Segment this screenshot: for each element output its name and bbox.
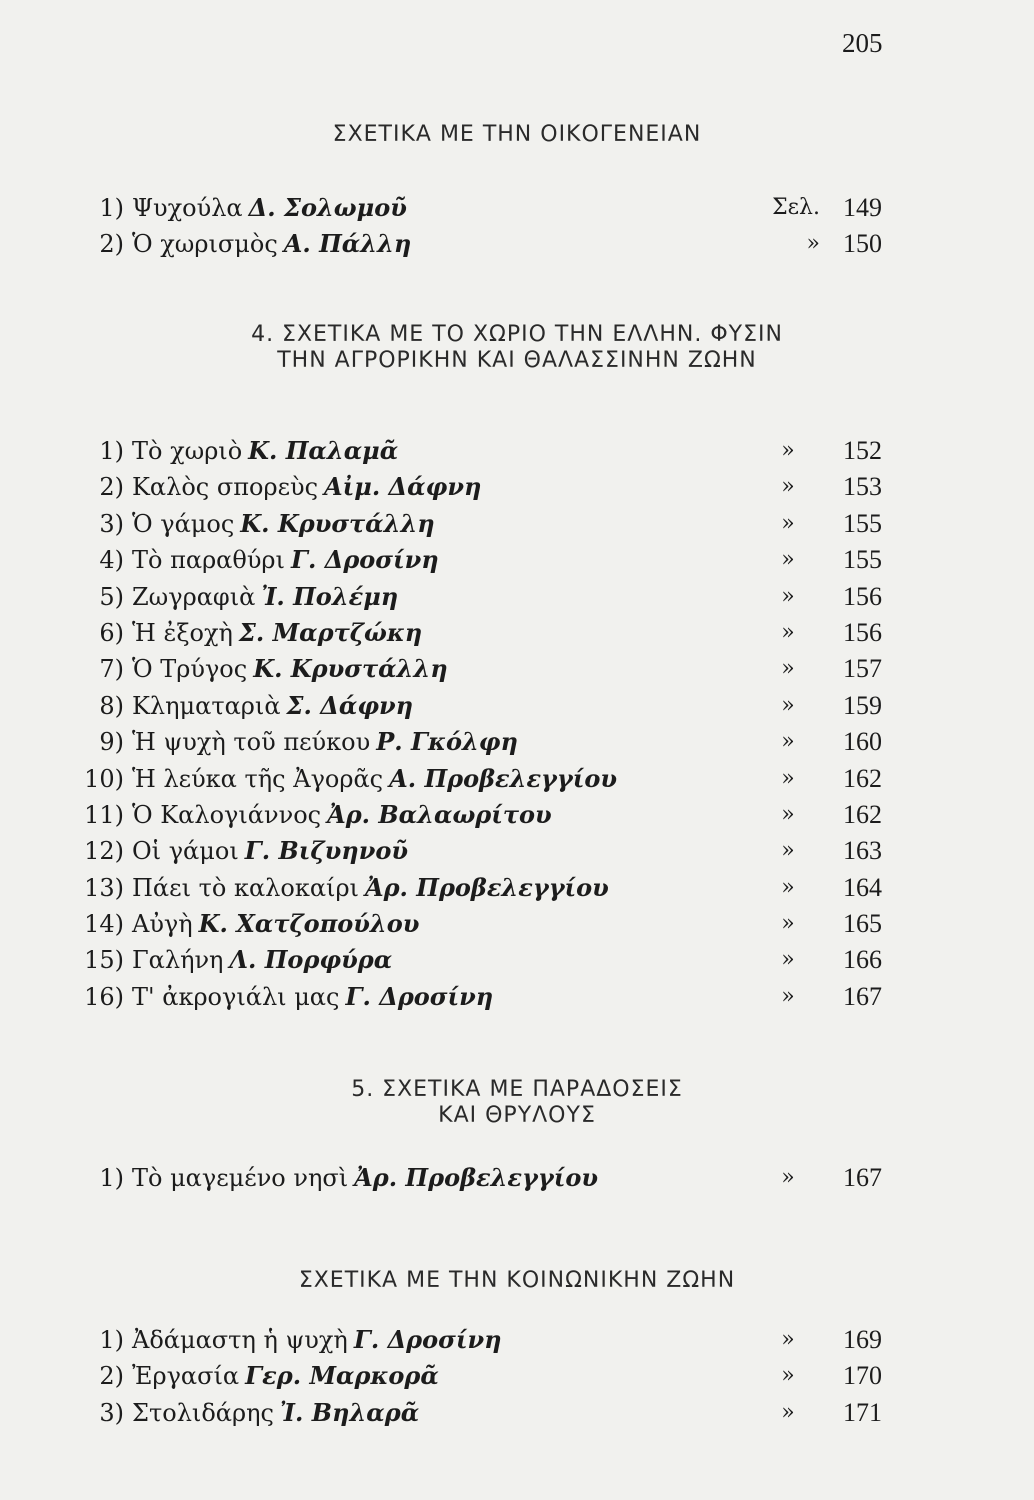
toc-entry — [70, 1160, 890, 1196]
entry-title: Ἡ λεύκα τῆς Ἀγορᾶς — [132, 764, 384, 793]
entry-title: Αὐγὴ — [132, 910, 193, 939]
section-heading-tradition — [0, 1077, 1034, 1129]
entry-number: 2) — [99, 473, 124, 502]
toc-entry — [70, 942, 890, 978]
entry-page-marker: » — [806, 231, 820, 257]
toc-entry — [70, 833, 890, 869]
heading-line: 5. ΣΧΕΤΙΚΑ ΜΕ ΠΑΡΑΔΟΣΕΙΣ — [351, 1077, 683, 1102]
section-heading-village — [0, 322, 1034, 374]
heading-line: ΣΧΕΤΙΚΑ ΜΕ ΤΗΝ ΚΟΙΝΩΝΙΚΗΝ ΖΩΗΝ — [298, 1268, 736, 1293]
entry-number: 10) — [84, 764, 124, 793]
toc-list-family — [70, 190, 890, 263]
entry-title: Τὸ χωριὸ — [132, 437, 243, 465]
entry-author: Γερ. Μαρκορᾶ — [245, 1361, 439, 1391]
page-number: 205 — [842, 28, 883, 58]
toc-entry — [70, 797, 890, 833]
entry-page-number: 156 — [843, 581, 882, 611]
entry-page-number: 152 — [843, 436, 882, 465]
entry-page-marker: » — [781, 438, 795, 463]
entry-author: Κ. Κρυστάλλη — [253, 654, 448, 684]
entry-author: Αἰμ. Δάφνη — [324, 472, 482, 502]
entry-title: Ἡ ἐξοχὴ — [132, 618, 233, 647]
entry-page-marker: » — [781, 510, 795, 536]
entry-page-marker: » — [781, 547, 795, 573]
entry-page-number: 155 — [843, 508, 882, 538]
toc-entry — [70, 226, 890, 262]
entry-page-number: 164 — [843, 872, 882, 902]
toc-entry — [70, 1322, 890, 1358]
toc-entry — [70, 542, 890, 578]
entry-title: Τὸ μαγεμένο νησὶ — [132, 1164, 349, 1192]
toc-entry — [70, 651, 890, 687]
entry-page-number: 170 — [843, 1361, 882, 1391]
entry-page-marker: » — [781, 983, 795, 1009]
entry-title: Γαλήνη — [132, 946, 224, 975]
entry-author: Ἰ. Βηλαρᾶ — [279, 1397, 420, 1427]
entry-number: 6) — [99, 618, 124, 647]
entry-page-marker: » — [781, 874, 795, 900]
entry-author: Ἀρ. Προβελεγγίου — [354, 1163, 598, 1192]
entry-author: Γ. Δροσίνη — [290, 545, 439, 575]
entry-number: 1) — [99, 437, 124, 465]
toc-entry — [70, 906, 890, 942]
toc-entry — [70, 1358, 890, 1394]
entry-number: 7) — [99, 655, 124, 684]
entry-page-number: 166 — [843, 945, 882, 975]
entry-page-marker: » — [781, 801, 795, 827]
entry-author: Γ. Βιζυηνοῦ — [244, 836, 409, 866]
entry-page-marker: » — [781, 1399, 795, 1425]
toc-entry — [70, 579, 890, 615]
heading-line: ΤΗΝ ΑΓΡΟΡΙΚΗΝ ΚΑΙ ΘΑΛΑΣΣΙΝΗΝ ΖΩΗΝ — [277, 348, 757, 373]
entry-page-marker: » — [781, 1327, 795, 1352]
toc-entry — [70, 506, 890, 542]
entry-page-number: 155 — [843, 545, 882, 575]
entry-page-number: 169 — [843, 1325, 882, 1354]
heading-line: 4. ΣΧΕΤΙΚΑ ΜΕ ΤΟ ΧΩΡΙΟ ΤΗΝ ΕΛΛΗΝ. ΦΥΣΙΝ — [251, 322, 783, 347]
entry-author: Ἀρ. Βαλαωρίτου — [327, 799, 552, 829]
entry-author: Λ. Πορφύρα — [229, 945, 393, 975]
entry-number: 5) — [99, 582, 124, 611]
entry-author: Κ. Κρυστάλλη — [240, 508, 435, 538]
entry-page-number: 163 — [843, 836, 882, 866]
toc-entry — [70, 870, 890, 906]
entry-author: Σ. Δάφνη — [286, 690, 414, 720]
entry-number: 15) — [84, 946, 124, 975]
section-heading-family — [0, 122, 1034, 148]
entry-page-marker: » — [781, 947, 795, 973]
entry-page-marker: » — [781, 911, 795, 937]
entry-title: Ἡ ψυχὴ τοῦ πεύκου — [132, 728, 371, 757]
toc-list-social — [70, 1322, 890, 1431]
entry-number: 3) — [99, 509, 124, 538]
entry-page-marker: » — [781, 729, 795, 755]
entry-author: Κ. Χατζοπούλου — [198, 909, 420, 939]
entry-title: Ὁ χωρισμὸς — [132, 230, 278, 259]
entry-number: 13) — [84, 873, 124, 902]
entry-page-marker: » — [781, 474, 795, 500]
toc-entry — [70, 688, 890, 724]
entry-page-number: 159 — [843, 690, 882, 720]
entry-title: Ζωγραφιὰ — [132, 582, 256, 611]
toc-list-village — [70, 433, 890, 1015]
entry-author: Γ. Δροσίνη — [345, 981, 494, 1011]
entry-page-marker: » — [781, 619, 795, 645]
entry-number: 16) — [84, 982, 124, 1011]
entry-page-number: 162 — [843, 763, 882, 793]
entry-page-number: 149 — [843, 193, 882, 222]
entry-title: Τ' ἀκρογιάλι μας — [132, 982, 340, 1011]
toc-entry — [70, 1395, 890, 1431]
entry-page-marker: » — [781, 692, 795, 718]
entry-title: Καλὸς σπορεὺς — [132, 473, 319, 502]
toc-entry — [70, 979, 890, 1015]
entry-title: Πάει τὸ καλοκαίρι — [132, 873, 359, 902]
toc-entry — [70, 615, 890, 651]
entry-page-marker: » — [781, 838, 795, 864]
entry-author: Α. Προβελεγγίου — [389, 763, 618, 793]
entry-page-number: 165 — [843, 909, 882, 939]
heading-line: ΣΧΕΤΙΚΑ ΜΕ ΤΗΝ ΟΙΚΟΓΕΝΕΙΑΝ — [332, 122, 702, 147]
toc-entry — [70, 761, 890, 797]
entry-title: Κληματαριὰ — [132, 691, 281, 720]
entry-page-number: 153 — [843, 472, 882, 502]
entry-author: Ρ. Γκόλφη — [376, 727, 518, 757]
entry-title: Ἀδάμαστη ἡ ψυχὴ — [132, 1326, 348, 1354]
entry-number: 11) — [84, 800, 124, 829]
entry-page-marker: » — [781, 583, 795, 609]
entry-title: Στολιδάρης — [132, 1398, 274, 1427]
entry-title: Τὸ παραθύρι — [132, 546, 285, 575]
entry-title: Ὁ γάμος — [132, 509, 235, 538]
entry-page-number: 162 — [843, 799, 882, 829]
section-heading-social — [0, 1268, 1034, 1294]
toc-list-tradition — [70, 1160, 890, 1196]
entry-page-number: 167 — [843, 981, 882, 1011]
entry-page-number: 157 — [843, 654, 882, 684]
entry-author: Γ. Δροσίνη — [353, 1325, 502, 1354]
entry-page-number: 150 — [843, 229, 882, 259]
entry-page-number: 167 — [843, 1163, 882, 1192]
toc-entry — [70, 433, 890, 469]
entry-author: Ἰ. Πολέμη — [261, 581, 399, 611]
entry-title: Ἐργασία — [132, 1362, 240, 1391]
entry-number: 3) — [99, 1398, 124, 1427]
entry-title: Ὁ Τρύγος — [132, 655, 248, 684]
entry-page-number: 156 — [843, 617, 882, 647]
toc-entry — [70, 724, 890, 760]
entry-page-marker: » — [781, 765, 795, 791]
entry-number: 1) — [99, 1326, 124, 1354]
entry-author: Α. Πάλλη — [283, 229, 412, 259]
toc-entry — [70, 190, 890, 226]
entry-author: Κ. Παλαμᾶ — [248, 436, 399, 465]
entry-number: 9) — [99, 728, 124, 757]
entry-author: Ἀρ. Προβελεγγίου — [364, 872, 609, 902]
entry-number: 2) — [99, 230, 124, 259]
entry-page-number: 171 — [843, 1397, 882, 1427]
entry-number: 1) — [99, 194, 124, 222]
entry-title: Ὁ Καλογιάννος — [132, 800, 322, 829]
entry-page-marker: Σελ. — [772, 195, 820, 220]
entry-number: 1) — [99, 1164, 124, 1192]
entry-page-marker: » — [781, 1363, 795, 1389]
entry-title: Ψυχούλα — [132, 194, 243, 222]
entry-number: 2) — [99, 1362, 124, 1391]
entry-number: 4) — [99, 546, 124, 575]
entry-author: Σ. Μαρτζώκη — [238, 617, 423, 647]
entry-number: 14) — [84, 910, 124, 939]
entry-title: Οἱ γάμοι — [132, 837, 239, 866]
entry-number: 8) — [99, 691, 124, 720]
entry-page-marker: » — [781, 656, 795, 682]
entry-page-marker: » — [781, 1165, 795, 1190]
entry-author: Δ. Σολωμοῦ — [248, 193, 407, 222]
heading-line: ΚΑΙ ΘΡΥΛΟΥΣ — [438, 1103, 596, 1128]
toc-entry — [70, 469, 890, 505]
entry-page-number: 160 — [843, 727, 882, 757]
entry-number: 12) — [84, 837, 124, 866]
